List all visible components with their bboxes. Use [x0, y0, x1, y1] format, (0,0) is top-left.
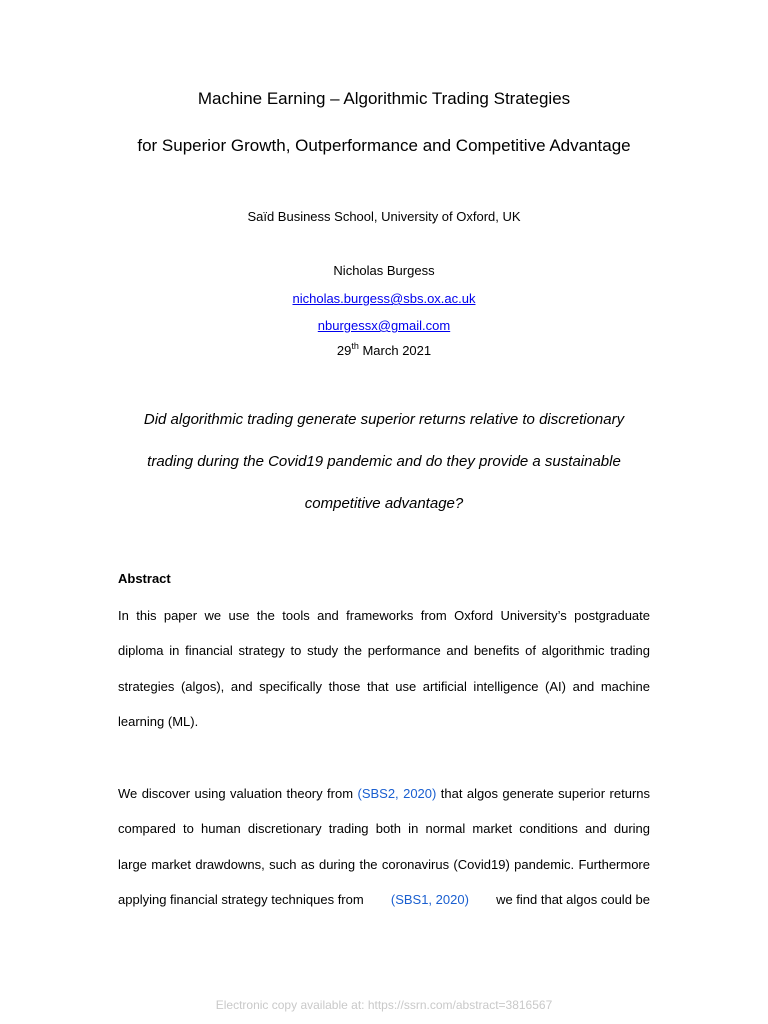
date-month-year: March 2021 [358, 343, 432, 358]
para1-line: strategies (algos), and specifically those that use artificial intelligence (AI) and machine [118, 678, 650, 694]
para2-line: compared to human discretionary trading both in normal market conditions and during [118, 821, 650, 837]
para1-line: diploma in financial strategy to study the performance and benefits of algorithmic trading [118, 643, 650, 659]
citation-sbs1-2020[interactable]: (SBS1, 2020) [390, 891, 469, 907]
publication-date [0, 340, 768, 358]
abstract-paragraph-2 [118, 776, 650, 917]
date-suffix: th [351, 340, 359, 351]
paper-title-line-1: Machine Earning – Algorithmic Trading Strategies [197, 89, 571, 108]
abstract-heading: Abstract [118, 571, 171, 586]
date-day: 29 [336, 343, 352, 358]
research-question-line-2: trading during the Covid19 pandemic and do they provide a sustainable [147, 453, 621, 470]
research-question-line-3: competitive advantage? [304, 495, 464, 512]
author-email-link[interactable]: nicholas.burgess@sbs.ox.ac.uk [292, 291, 476, 306]
para2-line: large market drawdowns, such as during the coronavirus (Covid19) pandemic. Furthermore [118, 856, 650, 872]
para1-line: learning (ML). [118, 713, 199, 729]
citation-sbs2-2020[interactable]: (SBS2, 2020) [357, 786, 437, 801]
paper-title-line-2: for Superior Growth, Outperformance and Competitive Advantage [137, 136, 631, 155]
para2-text: applying financial strategy techniques from [118, 891, 364, 907]
para2-text: We discover using valuation theory from [118, 786, 358, 801]
para2-text: we find that algos could be [496, 891, 650, 907]
para1-line: In this paper we use the tools and frameworks from Oxford University’s postgraduate [118, 608, 650, 623]
para2-line [118, 882, 650, 917]
research-question-line-1: Did algorithmic trading generate superior returns relative to discretionary [143, 411, 625, 428]
para2-line [118, 776, 650, 811]
affiliation: Saïd Business School, University of Oxford, UK [247, 209, 521, 224]
author-name: Nicholas Burgess [333, 263, 435, 278]
abstract-paragraph-1 [118, 598, 650, 739]
para2-text: that algos generate superior returns [436, 786, 651, 801]
ssrn-footer: Electronic copy available at: https://ssrn.com/abstract=3816567 [215, 998, 553, 1012]
author-alt-email-link[interactable]: nburgessx@gmail.com [317, 318, 451, 333]
